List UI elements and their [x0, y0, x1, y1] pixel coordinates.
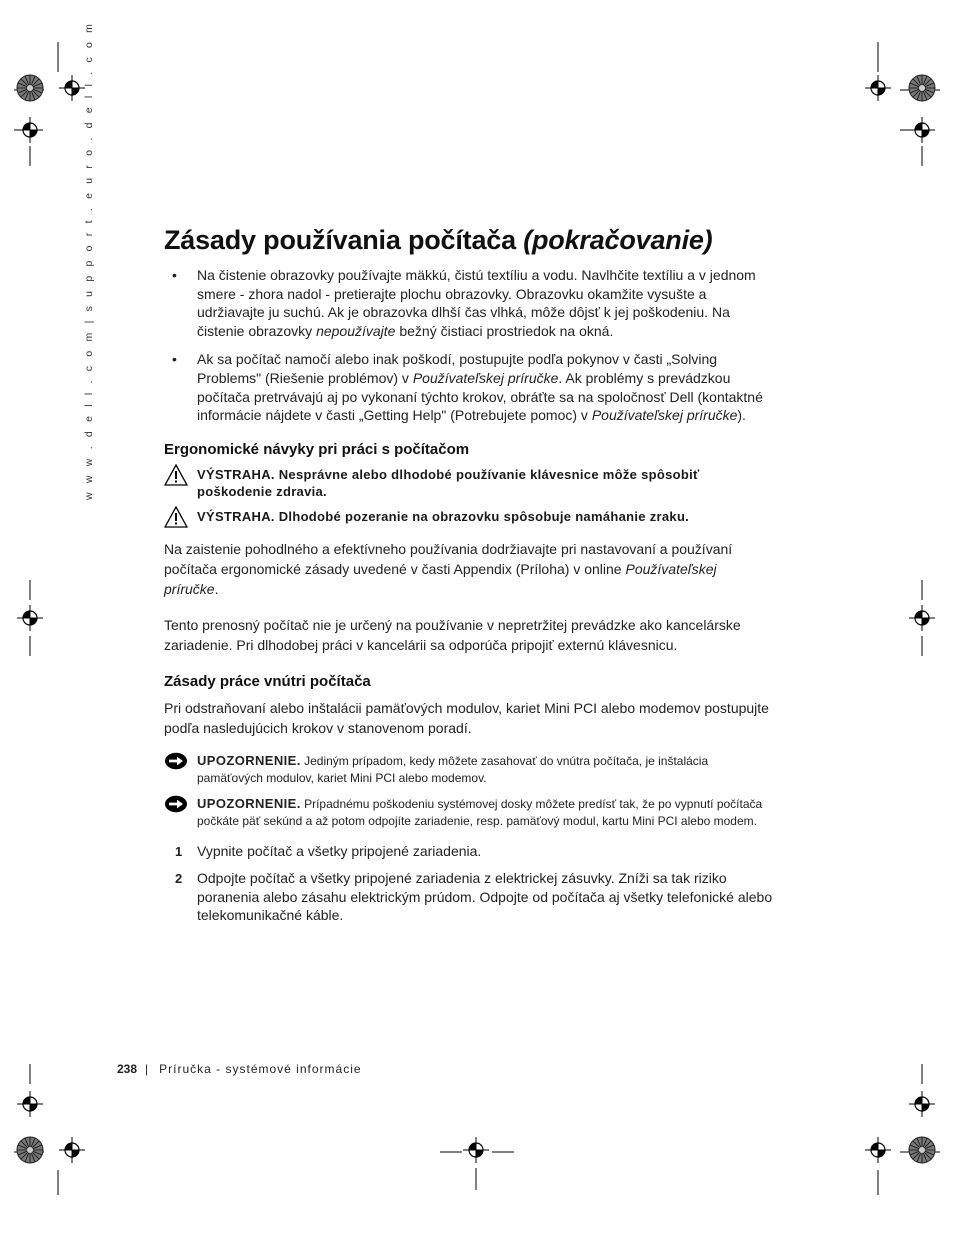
warning-triangle-icon	[164, 506, 188, 528]
warning-triangle-icon	[164, 464, 188, 486]
warning-notice: VÝSTRAHA. Dlhodobé pozeranie na obrazovku spôsobuje namáhanie zraku.	[164, 508, 774, 525]
footer-text: Príručka - systémové informácie	[159, 1062, 362, 1076]
page-footer	[117, 1062, 362, 1076]
bullet-icon: •	[172, 351, 177, 368]
footer-separator: |	[145, 1062, 150, 1076]
list-item: • Na čistenie obrazovky používajte mäkkú, čistú textíliu a vodu. Navlhčite textíliu a v jednom smere - zhora nadol - pretierajte plochu obrazovky. Obrazovku okamžite vysušte a udržiavajte ju suchú. Ak je obrazovka dlhší čas vlhká, môže dôjsť k jej poškodeniu. Na čistenie obrazovky nepoužívajte bežný čistiaci prostriedok na okná.	[172, 267, 756, 339]
caution-notice: UPOZORNENIE. Prípadnému poškodeniu systémovej dosky môžete predísť tak, že po vypnutí počítača počkáte päť sekúnd a až potom odpojíte zariadenie, resp. pamäťový modul, kartu Mini PCI alebo modem.	[164, 795, 774, 830]
caution-arrow-icon	[164, 795, 188, 813]
paragraph: Na zaistenie pohodlného a efektívneho používania dodržiavajte pri nastavovaní a používaní počítača ergonomické zásady uvedené v časti Appendix (Príloha) v online Používateľskej príručke.	[164, 540, 733, 597]
list-item: 2 Odpojte počítač a všetky pripojené zariadenia z elektrickej zásuvky. Zníži sa tak riziko poranenia alebo zásahu elektrickým prúdom. Odpojte od počítača aj všetky telefonické alebo telekomunikačné káble.	[175, 870, 773, 923]
page-content	[164, 222, 774, 933]
paragraph: Pri odstraňovaní alebo inštalácii pamäťových modulov, kariet Mini PCI alebo modemov postupujte podľa nasledujúcich krokov v stanovenom poradí.	[164, 699, 769, 736]
page-title: Zásady používania počítača (pokračovanie)	[164, 225, 713, 255]
side-url: w w w . d e l l . c o m | s u p p o r t . e u r o . d e l l . c o m	[83, 20, 95, 500]
paragraph: Tento prenosný počítač nie je určený na používanie v nepretržitej prevádzke ako kancelárske zariadenie. Pri dlhodobej práci v kancelárii sa odporúča pripojiť externú klávesnicu.	[164, 616, 741, 653]
steps-list	[164, 842, 774, 925]
section-heading-inside-computer: Zásady práce vnútri počítača	[164, 672, 371, 690]
step-number: 1	[175, 843, 183, 859]
warning-notice: VÝSTRAHA. Nesprávne alebo dlhodobé používanie klávesnice môže spôsobiť poškodenie zdravia.	[164, 466, 774, 500]
section-heading-ergonomics: Ergonomické návyky pri práci s počítačom	[164, 440, 470, 458]
step-number: 2	[175, 871, 183, 887]
page-number: 238	[117, 1062, 138, 1076]
bullet-icon: •	[172, 267, 177, 283]
caution-notice: UPOZORNENIE. Jediným prípadom, kedy môžete zasahovať do vnútra počítača, je inštalácia pamäťových modulov, kariet Mini PCI alebo modemov.	[164, 752, 774, 787]
bullet-list	[164, 266, 774, 425]
list-item: • Ak sa počítač namočí alebo inak poškodí, postupujte podľa pokynov v časti „Solving Problems" (Riešenie problémov) v Používateľskej príručke. Ak problémy s prevádzkou počítača pretrvávajú aj po vykonaní týchto krokov, obráťte sa na spoločnosť Dell (kontaktné informácie nájdete v časti „Getting Help" (Potrebujete pomoc) v Používateľskej príručke).	[172, 351, 763, 424]
list-item: 1 Vypnite počítač a všetky pripojené zariadenia.	[164, 842, 774, 860]
caution-arrow-icon	[164, 752, 188, 770]
